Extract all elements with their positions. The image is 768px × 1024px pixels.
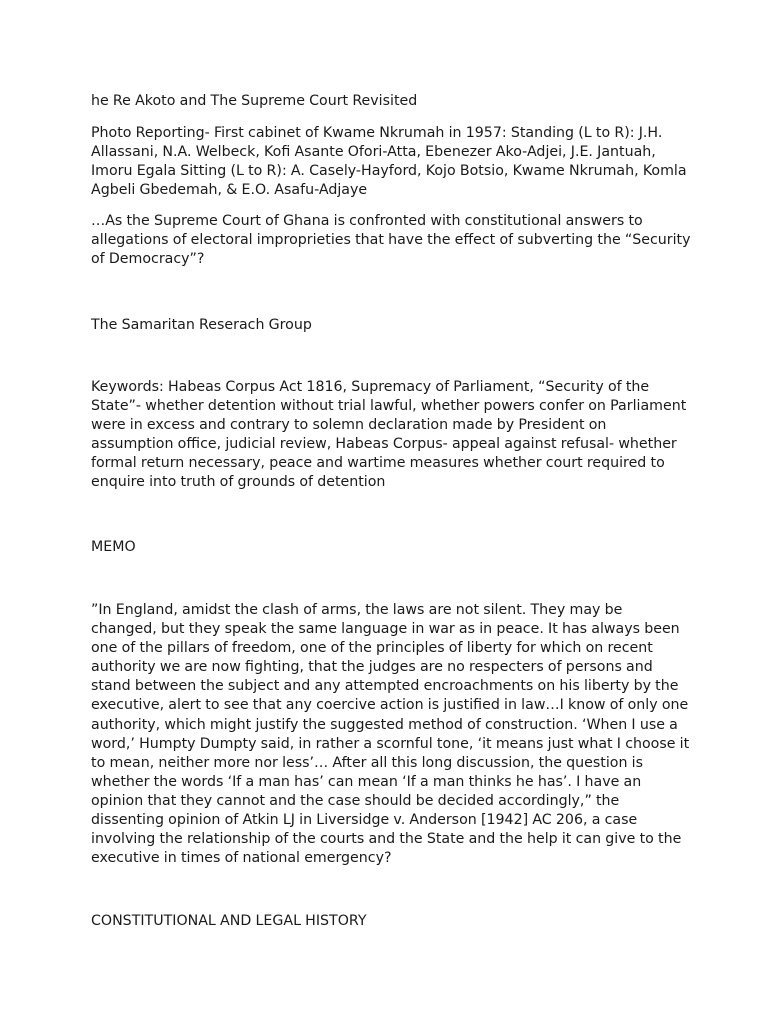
photo-caption: Photo Reporting- First cabinet of Kwame Nkrumah in 1957: Standing (L to R): J.H. Allassani, N.A. Welbeck, Kofi Asante Ofori-Atta, Ebenezer Ako-Adjei, J.E. Jantuah, Imoru Egala Sitting (L to R): A. Casely-Hayford, Kojo Botsio, Kwame Nkrumah, Komla Agbeli Gbedemah, & E.O. Asafu-Adjaye	[91, 125, 687, 199]
intro-paragraph: …As the Supreme Court of Ghana is confronted with constitutional answers to allegations of electoral improprieties that have the effect of subverting the “Security of Democracy”?	[91, 213, 691, 268]
memo-quote-paragraph: ”In England, amidst the clash of arms, the laws are not silent. They may be changed, but they speak the same language in war as in peace. It has always been one of the pillars of freedom, one of the principles of liberty for which on recent authority we are now fighting, that the judges are no respecters of persons and stand between the subject and any attempted encroachments on his liberty by the executive, alert to see that any coercive action is justified in law…I know of only one authority, which might justify the suggested method of construction. ‘When I use a word,’ Humpty Dumpty said, in rather a scornful tone, ‘it means just what I choose it to mean, neither more nor less’… After all this long discussion, the question is whether the words ‘If a man has’ can mean ‘If a man thinks he has’. I have an opinion that they cannot and the case should be decided accordingly,” the dissenting opinion of Atkin LJ in Liversidge v. Anderson [1942] AC 206, a case involving the relationship of the courts and the State and the help it can give to the executive in times of national emergency?	[91, 602, 690, 867]
section-heading: CONSTITUTIONAL AND LEGAL HISTORY	[91, 913, 367, 929]
author-line: The Samaritan Reserach Group	[91, 317, 312, 333]
memo-heading: MEMO	[91, 539, 136, 555]
document-title: he Re Akoto and The Supreme Court Revisited	[91, 93, 418, 109]
keywords-paragraph: Keywords: Habeas Corpus Act 1816, Supremacy of Parliament, “Security of the State”- whether detention without trial lawful, whether powers confer on Parliament were in excess and contrary to solemn declaration made by President on assumption office, judicial review, Habeas Corpus- appeal against refusal- whether formal return necessary, peace and wartime measures whether court required to enquire into truth of grounds of detention	[91, 379, 687, 491]
